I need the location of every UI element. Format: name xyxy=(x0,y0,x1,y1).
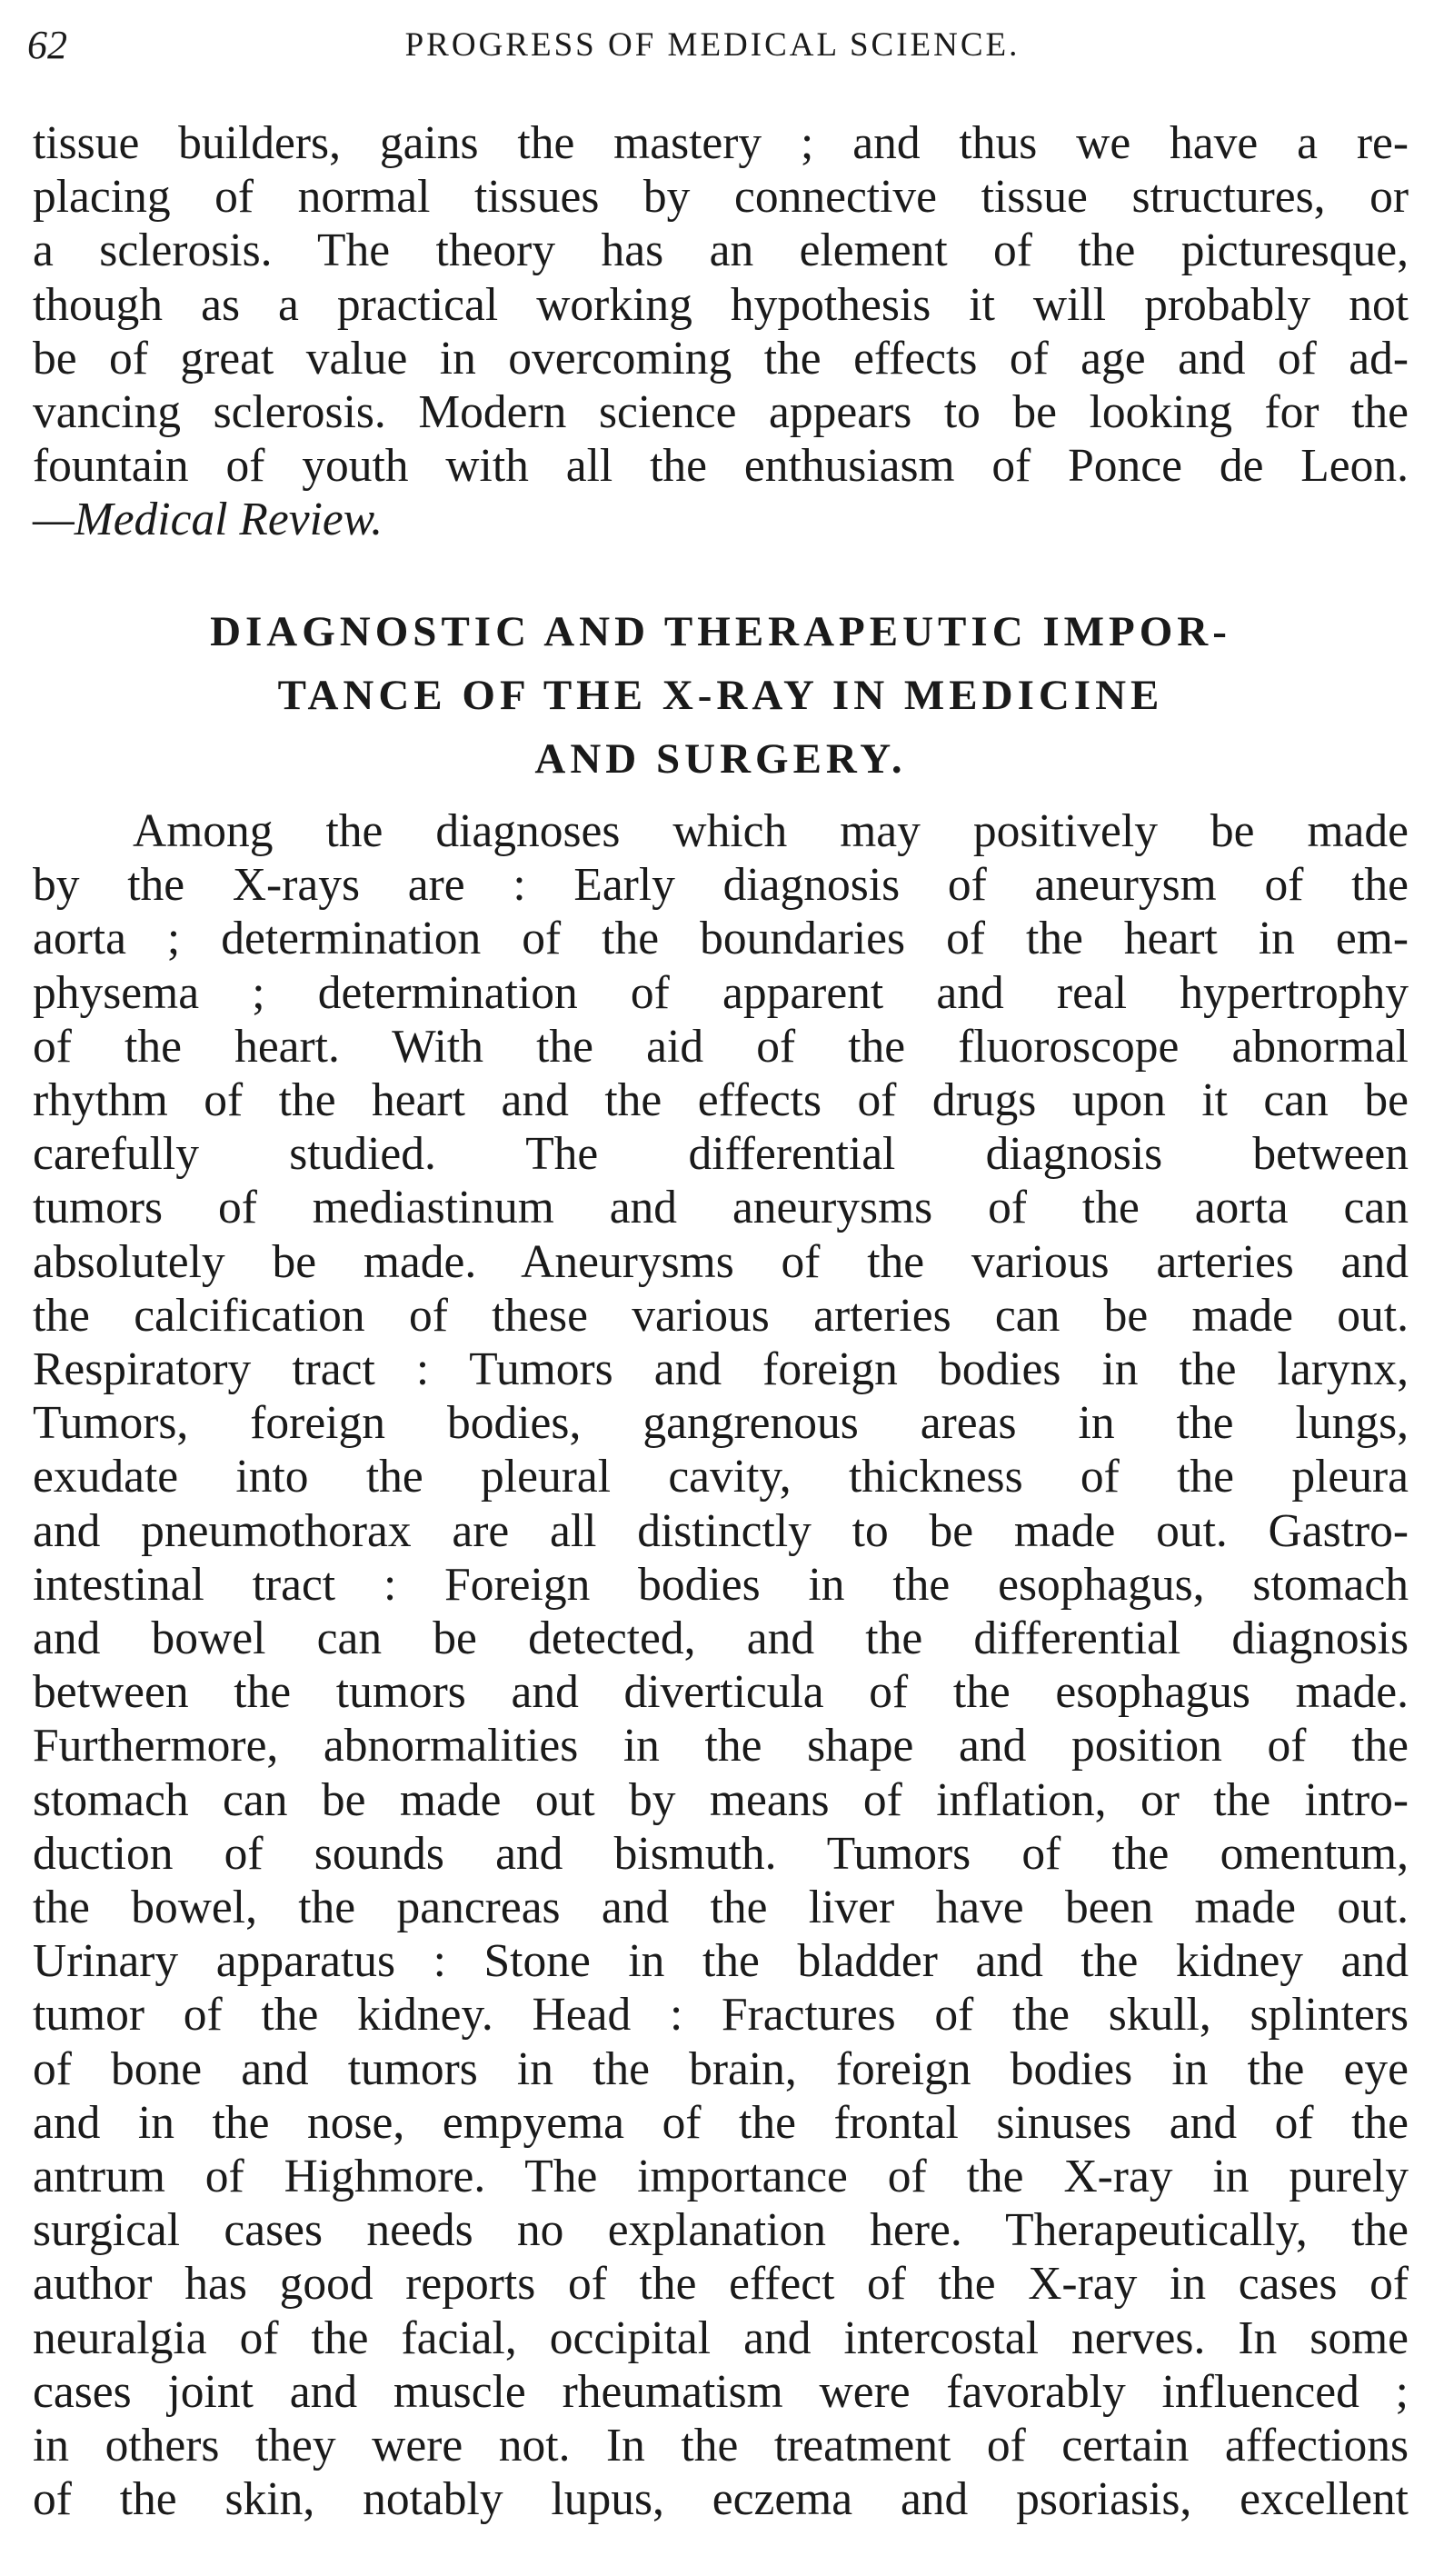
text-line: cases joint and muscle rheumatism were favorably influenced ; xyxy=(33,2365,1409,2418)
text-line: Respiratory tract : Tumors and foreign bodies in the larynx, xyxy=(33,1343,1409,1396)
text-line: the calcification of these various arteries can be made out. xyxy=(33,1289,1409,1342)
article-title-line: DIAGNOSTIC AND THERAPEUTIC IMPOR- xyxy=(210,608,1231,655)
article-title-line: TANCE OF THE X-RAY IN MEDICINE xyxy=(277,672,1164,719)
page-number: 62 xyxy=(27,23,67,67)
text-line: exudate into the pleural cavity, thickness of the pleura xyxy=(33,1451,1409,1503)
text-line: and bowel can be detected, and the differential diagnosis xyxy=(33,1612,1409,1665)
text-line: duction of sounds and bismuth. Tumors of the omentum, xyxy=(33,1827,1409,1880)
text-line: intestinal tract : Foreign bodies in the esophagus, stomach xyxy=(33,1558,1409,1611)
text-line: antrum of Highmore. The importance of the X-ray in purely xyxy=(33,2151,1409,2203)
text-line: and pneumothorax are all distinctly to be made out. Gastro- xyxy=(33,1504,1409,1557)
text-line: tumors of mediastinum and aneurysms of the aorta can xyxy=(33,1182,1409,1234)
text-line: rhythm of the heart and the effects of drugs upon it can be xyxy=(33,1074,1409,1127)
text-line: placing of normal tissues by connective tissue structures, or xyxy=(33,171,1409,224)
text-line: of the heart. With the aid of the fluoroscope abnormal xyxy=(33,1020,1409,1073)
text-line: absolutely be made. Aneurysms of the various arteries and xyxy=(33,1235,1409,1288)
running-head xyxy=(27,18,1398,73)
text-line: author has good reports of the effect of the X-ray in cases of xyxy=(33,2258,1409,2311)
text-line: of bone and tumors in the brain, foreign bodies in the eye xyxy=(33,2042,1409,2095)
source-citation: —Medical Review. xyxy=(33,494,383,546)
text-line: by the X-rays are : Early diagnosis of aneurysm of the xyxy=(33,859,1409,912)
text-line: carefully studied. The differential diagnosis between xyxy=(33,1128,1409,1181)
previous-article-ending xyxy=(33,116,1409,547)
text-line: Among the diagnoses which may positively be made xyxy=(133,805,1409,857)
text-line: though as a practical working hypothesis it will probably not xyxy=(33,278,1409,331)
text-line: tissue builders, gains the mastery ; and thus we have a re- xyxy=(33,117,1409,169)
text-line: Tumors, foreign bodies, gangrenous areas in the lungs, xyxy=(33,1397,1409,1450)
text-line: be of great value in overcoming the effects of age and of ad- xyxy=(33,332,1409,384)
text-line: physema ; determination of apparent and real hypertrophy xyxy=(33,966,1409,1019)
article-title xyxy=(33,600,1409,791)
text-line: stomach can be made out by means of inflation, or the intro- xyxy=(33,1773,1409,1826)
running-title: PROGRESS OF MEDICAL SCIENCE. xyxy=(404,26,1021,64)
text-line: a sclerosis. The theory has an element of the picturesque, xyxy=(33,225,1409,277)
text-line: between the tumors and diverticula of the esophagus made. xyxy=(33,1666,1409,1719)
text-line: and in the nose, empyema of the frontal sinuses and of the xyxy=(33,2096,1409,2149)
article-body xyxy=(33,804,1409,2527)
text-line: neuralgia of the facial, occipital and intercostal nerves. In some xyxy=(33,2311,1409,2364)
text-line: the bowel, the pancreas and the liver have been made out. xyxy=(33,1882,1409,1934)
text-line: of the skin, notably lupus, eczema and psoriasis, excellent xyxy=(33,2473,1409,2526)
text-line: fountain of youth with all the enthusiasm of Ponce de Leon. xyxy=(33,440,1409,493)
article-title-line: AND SURGERY. xyxy=(534,735,907,783)
text-line: tumor of the kidney. Head : Fractures of the skull, splinters xyxy=(33,1989,1409,2042)
text-line: Urinary apparatus : Stone in the bladder and the kidney and xyxy=(33,1935,1409,1988)
text-line: Furthermore, abnormalities in the shape and position of the xyxy=(33,1720,1409,1772)
text-line: surgical cases needs no explanation here. Therapeutically, the xyxy=(33,2204,1409,2257)
text-line: vancing sclerosis. Modern science appears to be looking for the xyxy=(33,386,1409,439)
text-line: in others they were not. In the treatment of certain affections xyxy=(33,2420,1409,2472)
text-line: aorta ; determination of the boundaries of the heart in em- xyxy=(33,913,1409,965)
